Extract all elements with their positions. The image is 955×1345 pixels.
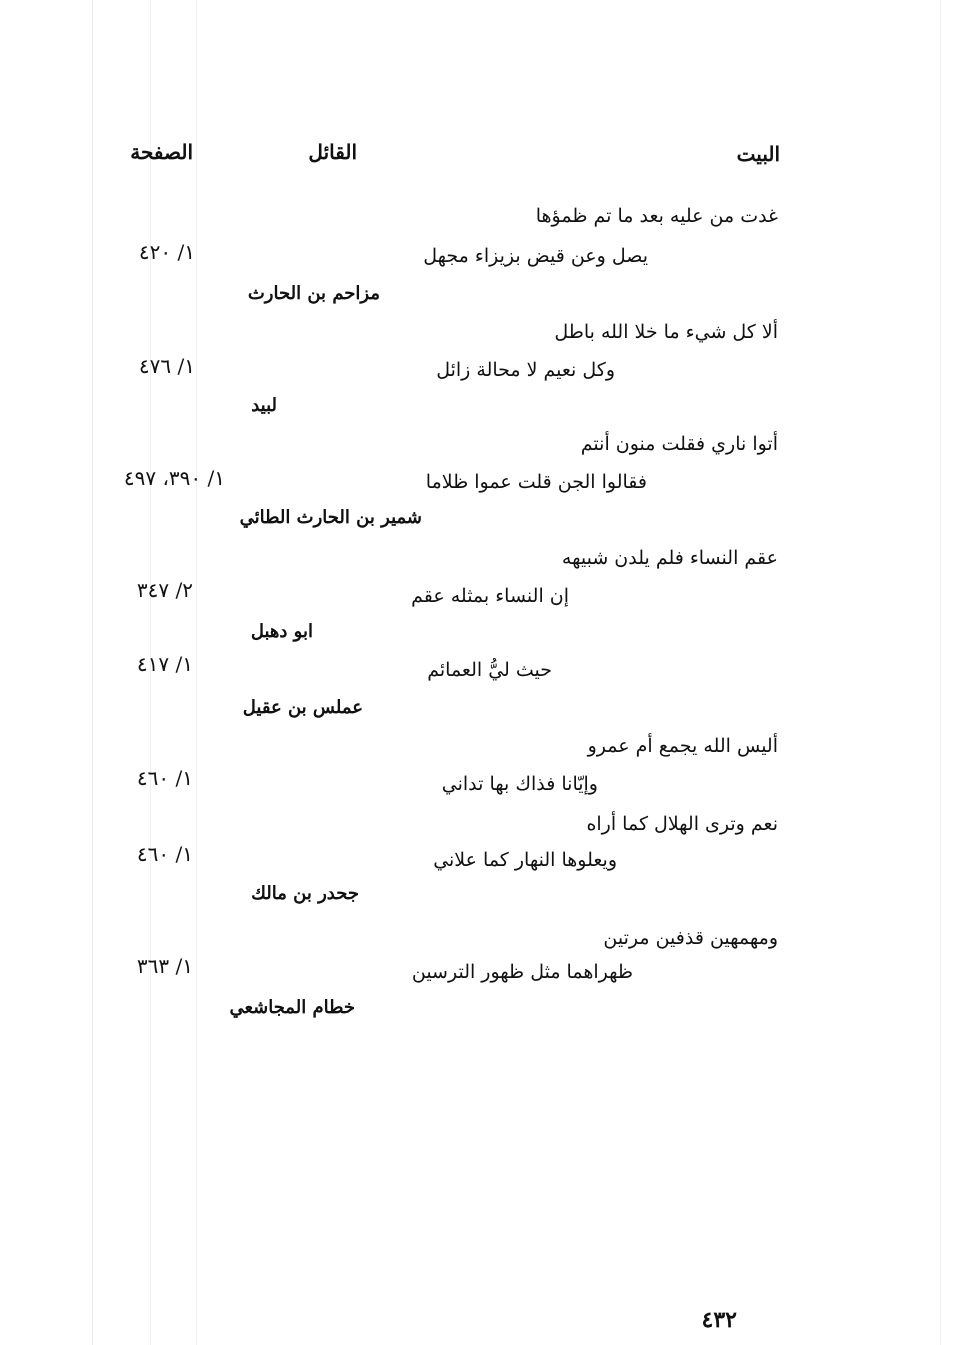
page-reference: ١/ ٤٦٠	[136, 766, 193, 790]
verse-line-2: حيث ليُّ العمائم	[427, 659, 552, 681]
verse-line-1: أليس الله يجمع أم عمرو	[587, 735, 778, 757]
verse-line-1: ألا كل شيء ما خلا الله باطل	[554, 321, 778, 343]
poet-name: عملس بن عقيل	[242, 697, 363, 718]
scan-mark	[940, 0, 941, 1345]
poet-name: لبيد	[251, 395, 277, 416]
page-reference: ١/ ٤٧٦	[138, 354, 195, 378]
page-reference: ١/ ٣٦٣	[136, 954, 193, 978]
page-reference: ١/ ٣٩٠، ٤٩٧	[123, 466, 225, 490]
poet-name: خطام المجاشعي	[229, 997, 355, 1018]
page-reference: ١/ ٤٦٠	[136, 842, 193, 866]
verse-line-1: نعم وترى الهلال كما أراه	[586, 813, 778, 835]
page-reference: ١/ ٤١٧	[136, 652, 193, 676]
verse-line-2: وكل نعيم لا محالة زائل	[436, 359, 615, 381]
verse-line-2: فقالوا الجن قلت عموا ظلاما	[425, 471, 647, 493]
poet-name: مزاحم بن الحارث	[247, 283, 380, 304]
verse-line-2: إن النساء بمثله عقم	[411, 585, 569, 607]
scan-mark	[196, 0, 197, 1345]
verse-line-1: غدت من عليه بعد ما تم ظمؤها	[535, 205, 778, 227]
scan-mark	[92, 0, 93, 1345]
page-number: ٤٣٢	[701, 1307, 737, 1333]
verse-line-2: وإيّانا فذاك بها تداني	[441, 773, 598, 795]
header-page: الصفحة	[130, 140, 193, 164]
verse-line-2: يصل وعن قيض بزيزاء مجهل	[423, 245, 648, 267]
verse-line-1: أتوا ناري فقلت منون أنتم	[580, 433, 778, 455]
verse-line-1: عقم النساء فلم يلدن شبيهه	[561, 547, 778, 569]
poet-name: جحدر بن مالك	[251, 883, 359, 904]
verse-line-2: ظهراهما مثل ظهور الترسين	[411, 961, 633, 983]
page-reference: ٢/ ٣٤٧	[136, 578, 193, 602]
verse-line-1: ومهمهين قذفين مرتين	[603, 927, 778, 949]
header-verse: البيت	[736, 142, 780, 166]
header-poet: القائل	[308, 140, 357, 164]
page-reference: ١/ ٤٢٠	[138, 240, 195, 264]
poet-name: ابو دهبل	[250, 621, 313, 642]
verse-line-2: ويعلوها النهار كما علاني	[433, 849, 617, 871]
poet-name: شمير بن الحارث الطائي	[239, 507, 422, 528]
